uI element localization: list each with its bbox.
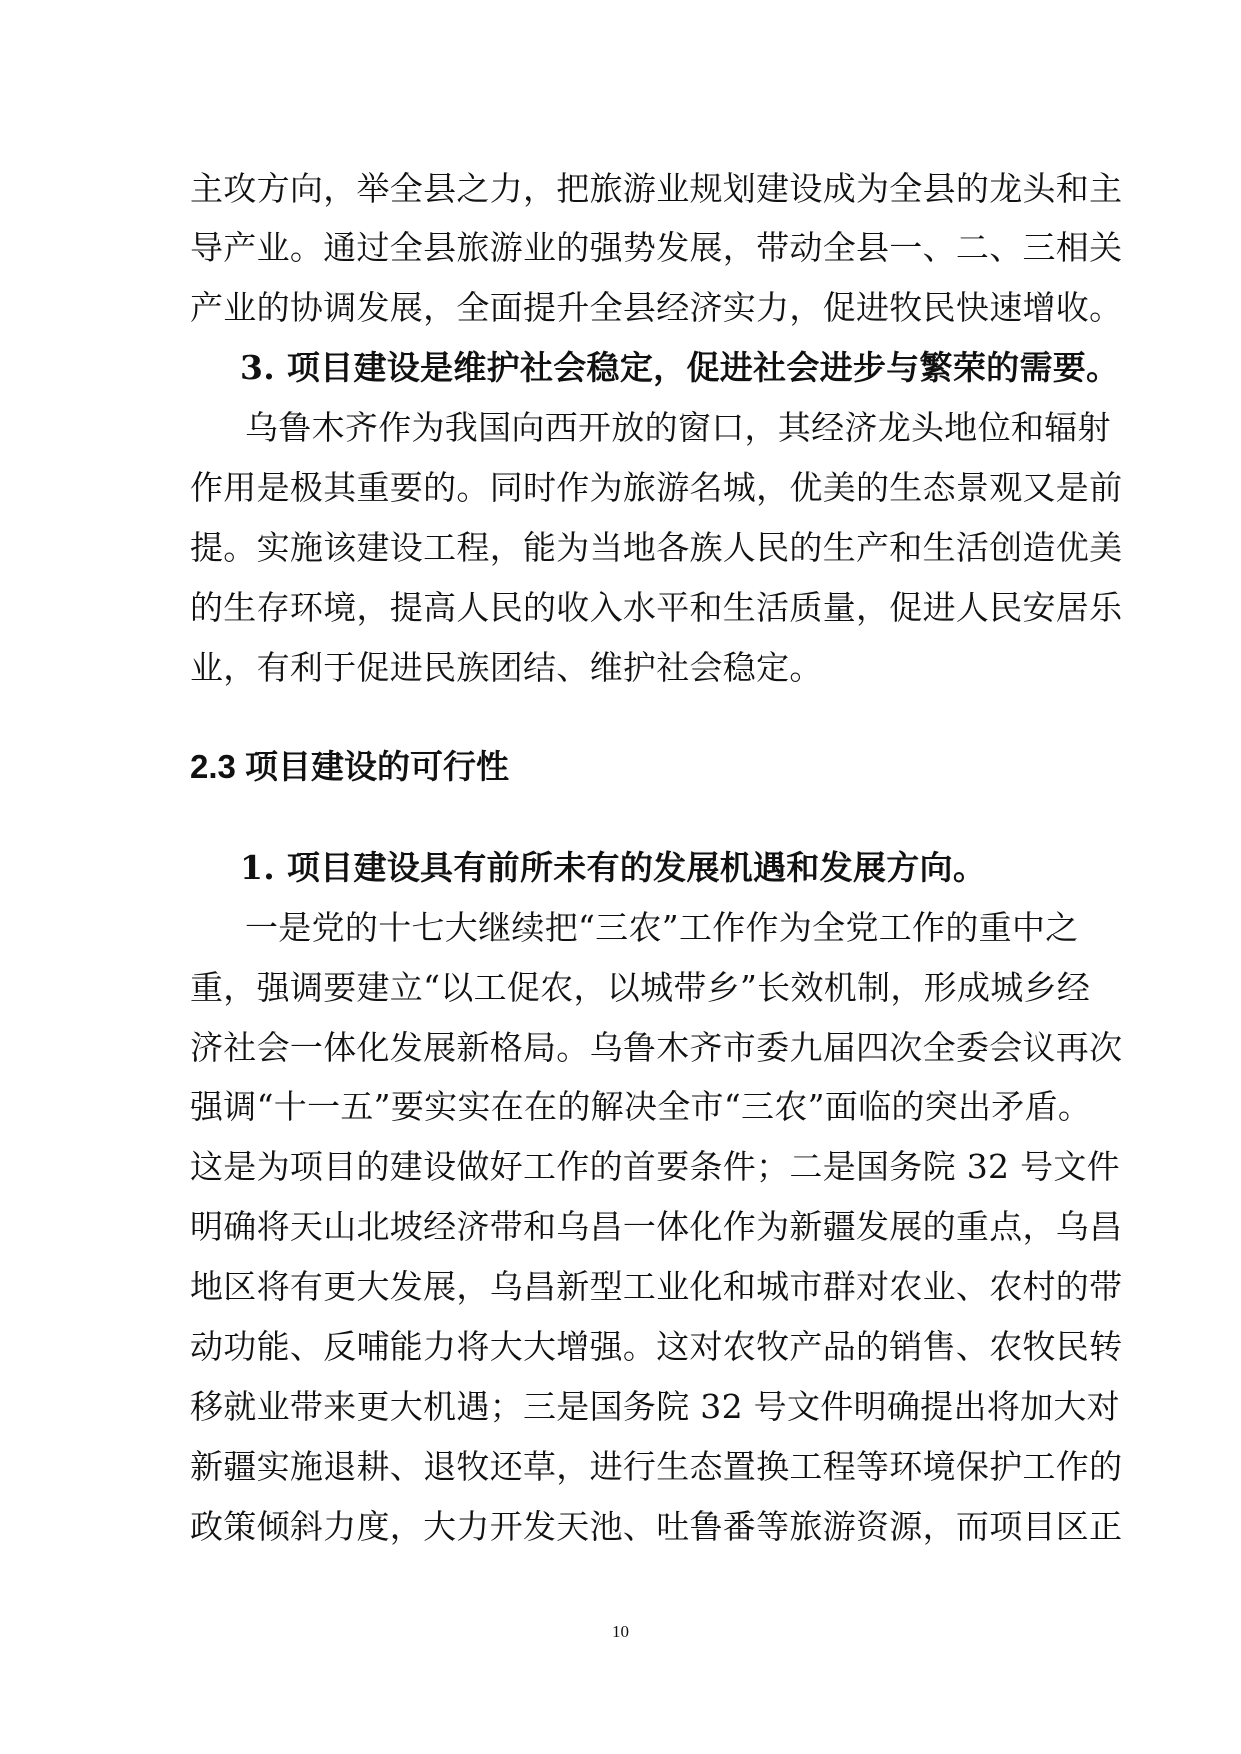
paragraph-line: 这是为项目的建设做好工作的首要条件；二是国务院 32 号文件 — [190, 1147, 1120, 1186]
paragraph-line: 乌鲁木齐作为我国向西开放的窗口，其经济龙头地位和辐射 — [245, 408, 1111, 447]
paragraph-line: 动功能、反哺能力将大大增强。这对农牧产品的销售、农牧民转 — [190, 1327, 1123, 1366]
section-heading: 2.3 项目建设的可行性 — [190, 748, 510, 785]
paragraph-line: 作用是极其重要的。同时作为旅游名城，优美的生态景观又是前 — [190, 468, 1123, 507]
paragraph-line: 导产业。通过全县旅游业的强势发展，带动全县一、二、三相关 — [190, 228, 1123, 267]
paragraph-line: 移就业带来更大机遇；三是国务院 32 号文件明确提出将加大对 — [190, 1387, 1120, 1426]
paragraph-line: 强调“十一五”要实实在在的解决全市“三农”面临的突出矛盾。 — [190, 1087, 1092, 1126]
subsection-title: 3. 项目建设是维护社会稳定，促进社会进步与繁荣的需要。 — [240, 348, 1120, 387]
subsection-title: 1. 项目建设具有前所未有的发展机遇和发展方向。 — [240, 848, 987, 887]
paragraph-line: 明确将天山北坡经济带和乌昌一体化作为新疆发展的重点，乌昌 — [190, 1207, 1123, 1246]
paragraph-line: 提。实施该建设工程，能为当地各族人民的生产和生活创造优美 — [190, 528, 1123, 567]
paragraph-line: 地区将有更大发展，乌昌新型工业化和城市群对农业、农村的带 — [190, 1267, 1123, 1306]
paragraph-line: 产业的协调发展，全面提升全县经济实力，促进牧民快速增收。 — [190, 288, 1123, 327]
paragraph-line: 一是党的十七大继续把“三农”工作作为全党工作的重中之 — [245, 908, 1079, 947]
paragraph-line: 主攻方向，举全县之力，把旅游业规划建设成为全县的龙头和主 — [190, 169, 1123, 208]
paragraph-line: 政策倾斜力度，大力开发天池、吐鲁番等旅游资源，而项目区正 — [190, 1507, 1123, 1546]
paragraph-line: 重，强调要建立“以工促农，以城带乡”长效机制，形成城乡经 — [190, 968, 1091, 1007]
paragraph-line: 济社会一体化发展新格局。乌鲁木齐市委九届四次全委会议再次 — [190, 1028, 1123, 1067]
paragraph-line: 新疆实施退耕、退牧还草，进行生态置换工程等环境保护工作的 — [190, 1447, 1123, 1486]
page-number: 10 — [612, 1622, 629, 1641]
paragraph-line: 的生存环境，提高人民的收入水平和生活质量，促进人民安居乐 — [190, 588, 1123, 627]
paragraph-line: 业，有利于促进民族团结、维护社会稳定。 — [190, 648, 823, 687]
